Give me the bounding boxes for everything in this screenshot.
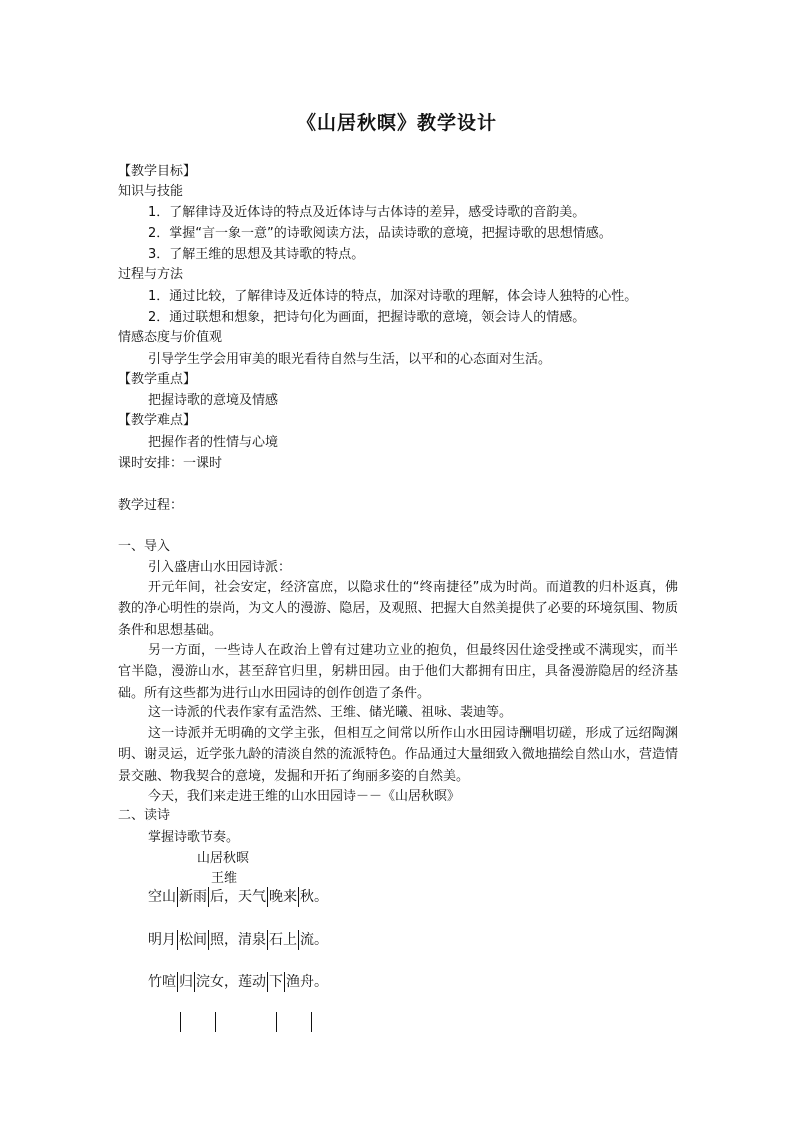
knowledge-header: 知识与技能: [118, 184, 184, 199]
knowledge-item: 3．了解王维的思想及其诗歌的特点。: [148, 247, 365, 262]
rhythm-divider: [276, 1012, 277, 1032]
process-title: 教学过程：: [118, 498, 184, 513]
poem-segment: 明月: [148, 932, 176, 948]
rhythm-divider: [267, 887, 268, 907]
poem-segment: 竹喧: [148, 974, 176, 990]
rhythm-divider: [311, 1012, 312, 1032]
rhythm-divider: [177, 930, 178, 950]
rhythm-divider: [267, 930, 268, 950]
poem-segment: 渔舟。: [286, 974, 328, 990]
section1-intro: 引入盛唐山水田园诗派：: [148, 560, 292, 575]
poem-segment: 归: [179, 974, 193, 990]
poem-segment: 松间: [179, 932, 207, 948]
poem-segment: 浣女，莲动: [196, 974, 266, 990]
poem-line: [148, 970, 328, 994]
poem-segment: 下: [269, 974, 283, 990]
poem-segment: 后，天气: [210, 889, 266, 905]
rhythm-divider: [267, 972, 268, 992]
poem-segment: 晚来: [269, 889, 297, 905]
rhythm-divider: [177, 887, 178, 907]
poem-segment: 秋。: [300, 889, 328, 905]
section1-paragraph: 今天，我们来走进王维的山水田园诗－－《山居秋暝》: [148, 789, 461, 804]
rhythm-divider: [215, 1012, 216, 1032]
key-points-text: 把握诗歌的意境及情感: [148, 393, 279, 408]
section1-paragraph: 另一方面，一些诗人在政治上曾有过建功立业的抱负，但最终因仕途受挫或不满现实，而半官半隐，漫游山水，甚至辞官归里，躬耕田园。由于他们大都拥有田庄，具备漫游隐居的经济基础。所有这些都为进行山水田园诗的创作创造了条件。: [118, 643, 678, 701]
poem-segment: 石上: [269, 932, 297, 948]
section1-paragraph: 这一诗派并无明确的文学主张，但相互之间常以所作山水田园诗酬唱切磋，形成了远绍陶渊明、谢灵运，近学张九龄的清淡自然的流派特色。作品通过大量细致入微地描绘自然山水，营造情景交融、物我契合的意境，发掘和开拓了绚丽多姿的自然美。: [118, 726, 678, 784]
difficulties-text: 把握作者的性情与心境: [148, 435, 279, 450]
process-header: 过程与方法: [118, 267, 184, 282]
difficulties-header: 【教学难点】: [118, 413, 197, 428]
rhythm-divider: [180, 1012, 181, 1032]
rhythm-divider: [208, 930, 209, 950]
section1-paragraph: 这一诗派的代表作家有孟浩然、王维、储光曦、祖咏、裴迪等。: [148, 705, 513, 720]
knowledge-item: 1．了解律诗及近体诗的特点及近体诗与古体诗的差异，感受诗歌的音韵美。: [148, 205, 586, 220]
poem-title: 山居秋暝: [197, 851, 250, 866]
rhythm-divider: [298, 930, 299, 950]
rhythm-divider: [298, 887, 299, 907]
rhythm-divider: [177, 972, 178, 992]
rhythm-divider: [194, 972, 195, 992]
knowledge-item: 2．掌握“言一象一意”的诗歌阅读方法，品读诗歌的意境，把握诗歌的思想情感。: [148, 226, 612, 241]
rhythm-divider: [284, 972, 285, 992]
section1-header: 一、导入: [118, 539, 171, 554]
document-title: 《山居秋暝》教学设计: [296, 112, 497, 134]
goals-header: 【教学目标】: [118, 164, 197, 179]
poem-segment: 照，清泉: [210, 932, 266, 948]
rhythm-divider: [208, 887, 209, 907]
poem-line: [148, 928, 328, 952]
schedule: 课时安排：一课时: [118, 456, 223, 471]
section2-header: 二、读诗: [118, 808, 171, 823]
process-item: 2．通过联想和想象，把诗句化为画面，把握诗歌的意境，领会诗人的情感。: [148, 310, 586, 325]
poem-line: [148, 885, 328, 909]
poem-segment: 新雨: [179, 889, 207, 905]
poem-segment: 流。: [300, 932, 328, 948]
process-item: 1．通过比较，了解律诗及近体诗的特点，加深对诗歌的理解，体会诗人独特的心性。: [148, 289, 638, 304]
poem-author: 王维: [211, 871, 238, 886]
poem-segment: 空山: [148, 889, 176, 905]
section2-instruction: 掌握诗歌节奏。: [148, 830, 240, 845]
key-points-header: 【教学重点】: [118, 372, 197, 387]
section1-paragraph: 开元年间，社会安定，经济富庶，以隐求仕的“终南捷径”成为时尚。而道教的归朴返真，佛教的净心明性的崇尚，为文人的漫游、隐居，及观照、把握大自然美提供了必要的环境氛围、物质条件和思想基础。: [118, 580, 678, 638]
emotion-header: 情感态度与价值观: [118, 330, 223, 345]
emotion-text: 引导学生学会用审美的眼光看待自然与生活，以平和的心态面对生活。: [148, 352, 552, 367]
